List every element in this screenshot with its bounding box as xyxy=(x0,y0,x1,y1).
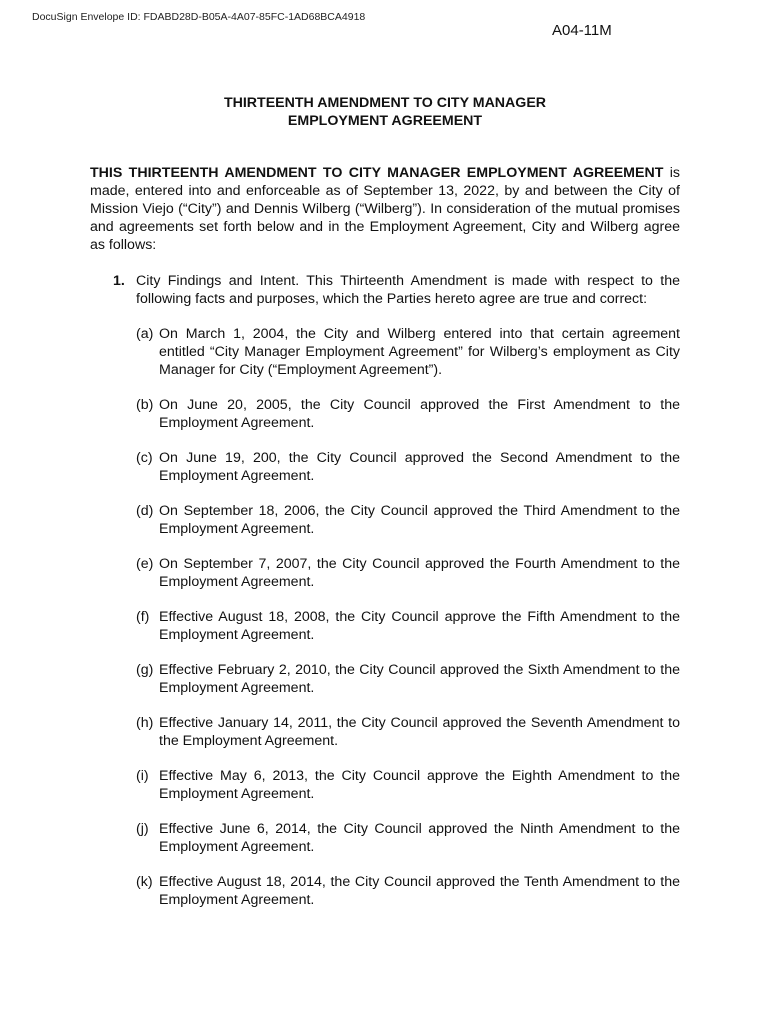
item-label: (h) xyxy=(136,715,154,731)
item-text: Effective January 14, 2011, the City Council approved the Seventh Amendment to the Employment Agreement. xyxy=(159,715,680,749)
item-text: On September 18, 2006, the City Council approved the Third Amendment to the Employment Agreement. xyxy=(159,503,680,537)
list-item-k xyxy=(136,873,680,909)
list-item-c xyxy=(136,449,680,485)
item-text: Effective February 2, 2010, the City Council approved the Sixth Amendment to the Employment Agreement. xyxy=(159,662,680,696)
item-text: Effective August 18, 2008, the City Council approve the Fifth Amendment to the Employment Agreement. xyxy=(159,609,680,643)
docusign-envelope-id: DocuSign Envelope ID: FDABD28D-B05A-4A07-85FC-1AD68BCA4918 xyxy=(32,11,366,23)
item-label: (a) xyxy=(136,326,154,342)
item-label: (e) xyxy=(136,556,154,572)
list-item-i xyxy=(136,767,680,803)
item-label: (k) xyxy=(136,874,153,890)
item-label: (b) xyxy=(136,397,154,413)
item-text: Effective May 6, 2013, the City Council approve the Eighth Amendment to the Employment Agreement. xyxy=(159,768,680,802)
section-1 xyxy=(113,272,680,308)
list-item-e xyxy=(136,555,680,591)
item-text: On June 19, 200, the City Council approved the Second Amendment to the Employment Agreement. xyxy=(159,450,680,484)
list-item-g xyxy=(136,661,680,697)
item-label: (f) xyxy=(136,609,150,625)
section-1-text: City Findings and Intent. This Thirteenth Amendment is made with respect to the following facts and purposes, which the Parties hereto agree are true and correct: xyxy=(136,273,680,307)
document-title xyxy=(90,94,680,130)
item-text: Effective August 18, 2014, the City Council approved the Tenth Amendment to the Employment Agreement. xyxy=(159,874,680,908)
list-item-f xyxy=(136,608,680,644)
list-item-a xyxy=(136,325,680,379)
item-text: On June 20, 2005, the City Council approved the First Amendment to the Employment Agreement. xyxy=(159,397,680,431)
item-label: (d) xyxy=(136,503,154,519)
list-item-h xyxy=(136,714,680,750)
title-line-1: THIRTEENTH AMENDMENT TO CITY MANAGER xyxy=(223,95,547,111)
list-item-j xyxy=(136,820,680,856)
list-item-d xyxy=(136,502,680,538)
item-label: (g) xyxy=(136,662,154,678)
intro-bold-heading: THIS THIRTEENTH AMENDMENT TO CITY MANAGER EMPLOYMENT AGREEMENT xyxy=(90,165,664,181)
intro-paragraph xyxy=(90,164,680,254)
item-text: Effective June 6, 2014, the City Council approved the Ninth Amendment to the Employment Agreement. xyxy=(159,821,680,855)
title-line-2: EMPLOYMENT AGREEMENT xyxy=(287,113,483,129)
item-label: (j) xyxy=(136,821,149,837)
document-number: A04-11M xyxy=(552,22,612,39)
section-1-number: 1. xyxy=(113,273,125,289)
item-text: On September 7, 2007, the City Council approved the Fourth Amendment to the Employment Agreement. xyxy=(159,556,680,590)
item-label: (i) xyxy=(136,768,149,784)
item-label: (c) xyxy=(136,450,153,466)
list-item-b xyxy=(136,396,680,432)
findings-list xyxy=(136,325,680,926)
item-text: On March 1, 2004, the City and Wilberg entered into that certain agreement entitled “City Manager Employment Agreement” for Wilberg’s employment as City Manager for City (“Employment Agreement”). xyxy=(159,326,680,378)
intro-text: is made, entered into and enforceable as of September 13, 2022, by and between the City of Mission Viejo (“City”) and Dennis Wilberg (“Wilberg”). In consideration of the mutual promises and agreements set forth below and in the Employment Agreement, City and Wilberg agree as follows: xyxy=(90,165,680,253)
